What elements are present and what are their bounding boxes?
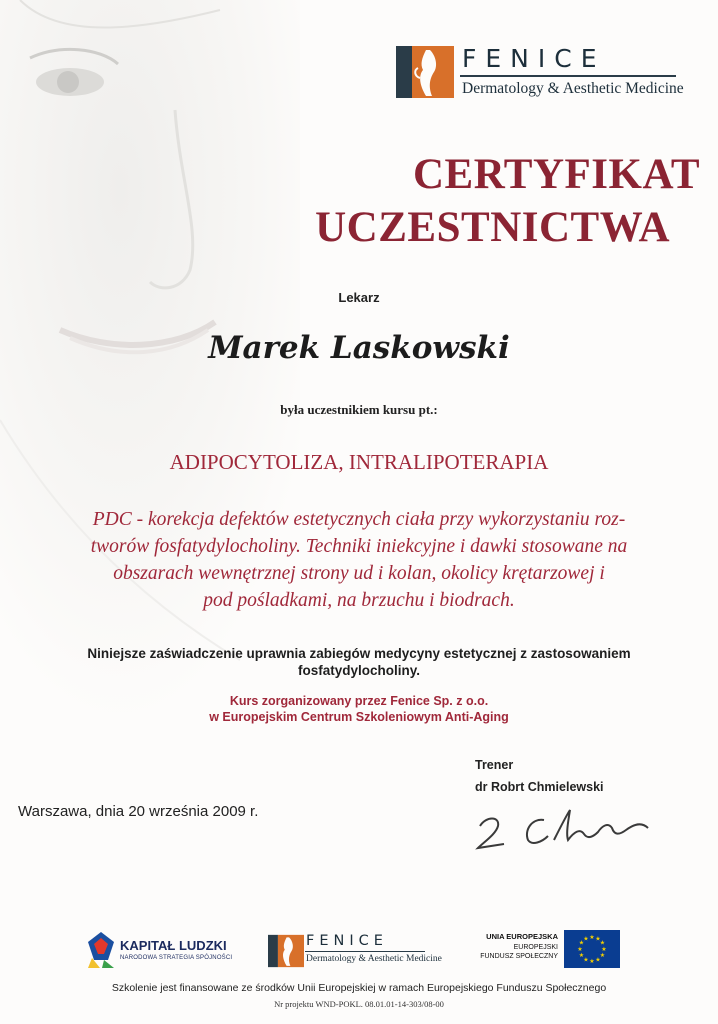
participant-role: Lekarz bbox=[338, 290, 380, 305]
trainer-label: Trener bbox=[475, 758, 514, 772]
footer-logo-divider bbox=[305, 951, 425, 952]
esf-label-line1: EUROPEJSKI bbox=[513, 944, 558, 951]
participant-name: Marek Laskowski bbox=[208, 330, 510, 366]
footer-logo-tagline: Dermatology & Aesthetic Medicine bbox=[306, 954, 442, 964]
svg-text:★: ★ bbox=[599, 939, 606, 947]
svg-text:★: ★ bbox=[599, 952, 606, 959]
participation-text: była uczestnikiem kursu pt.: bbox=[280, 402, 438, 417]
authorization-line: fosfatydylocholiny. bbox=[297, 663, 420, 678]
kapital-ludzki-title: KAPITAŁ LUDZKI bbox=[120, 938, 227, 953]
place-date: Warszawa, dnia 20 września 2009 r. bbox=[18, 803, 259, 820]
footer-logo-wordmark: FENICE bbox=[306, 933, 388, 949]
svg-text:★: ★ bbox=[595, 935, 601, 943]
esf-label-line2: FUNDUSZ SPOŁECZNY bbox=[480, 953, 558, 960]
fenice-logo-icon bbox=[396, 46, 454, 98]
course-description bbox=[10, 506, 708, 614]
trainer-name: dr Robrt Chmielewski bbox=[475, 780, 604, 794]
course-description-line: PDC - korekcja defektów estetycznych ciała przy wykorzystaniu roz- bbox=[92, 509, 626, 530]
authorization-line: Niniejsze zaświadczenie uprawnia zabiegów medycyny estetycznej z zastosowaniem bbox=[87, 646, 631, 661]
svg-text:★: ★ bbox=[578, 952, 585, 959]
project-number: Nr projektu WND-POKL. 08.01.01-14-303/08-00 bbox=[274, 999, 444, 1009]
fenice-logo bbox=[396, 44, 686, 102]
funding-statement: Szkolenie jest finansowane ze środków Unii Europejskiej w ramach Europejskiego Funduszu Społecznego bbox=[111, 982, 607, 994]
course-description-line: obszarach wewnętrznej strony ud i kolan, okolicy krętarzowej i bbox=[113, 563, 605, 584]
logo-divider bbox=[460, 75, 676, 77]
svg-text:★: ★ bbox=[583, 956, 589, 964]
kapital-ludzki-logo bbox=[86, 928, 266, 972]
fenice-footer-logo bbox=[268, 933, 442, 970]
svg-text:★: ★ bbox=[601, 946, 607, 953]
certificate-title-line1: CERTYFIKAT bbox=[413, 151, 700, 198]
eu-esf-logo bbox=[466, 930, 624, 970]
course-description-line: tworów fosfatydylocholiny. Techniki iniekcyjne i dawki stosowane na bbox=[90, 536, 628, 557]
organizer-line: w Europejskim Centrum Szkoleniowym Anti-Aging bbox=[209, 710, 509, 724]
svg-text:★: ★ bbox=[583, 935, 589, 943]
svg-text:★: ★ bbox=[595, 956, 601, 964]
svg-text:★: ★ bbox=[577, 946, 583, 953]
certificate-title-line2: UCZESTNICTWA bbox=[315, 204, 670, 251]
svg-text:★: ★ bbox=[578, 939, 585, 947]
organizer-statement bbox=[60, 693, 658, 725]
svg-text:★: ★ bbox=[589, 958, 595, 965]
trainer-signature bbox=[470, 800, 660, 860]
logo-wordmark: FENICE bbox=[462, 44, 606, 73]
svg-text:★: ★ bbox=[589, 934, 595, 941]
course-title: ADIPOCYTOLIZA, INTRALIPOTERAPIA bbox=[169, 450, 549, 474]
kapital-ludzki-subtitle: NARODOWA STRATEGIA SPÓJNOŚCI bbox=[120, 955, 233, 961]
organizer-line: Kurs zorganizowany przez Fenice Sp. z o.o. bbox=[229, 694, 489, 708]
kapital-ludzki-icon bbox=[86, 930, 116, 970]
logo-tagline: Dermatology & Aesthetic Medicine bbox=[462, 80, 684, 97]
authorization-statement bbox=[30, 645, 688, 679]
eu-label: UNIA EUROPEJSKA bbox=[486, 932, 558, 941]
eu-flag-icon bbox=[564, 930, 620, 968]
course-description-line: pod pośladkami, na brzuchu i biodrach. bbox=[203, 590, 515, 611]
fenice-footer-logo-icon bbox=[268, 934, 304, 968]
